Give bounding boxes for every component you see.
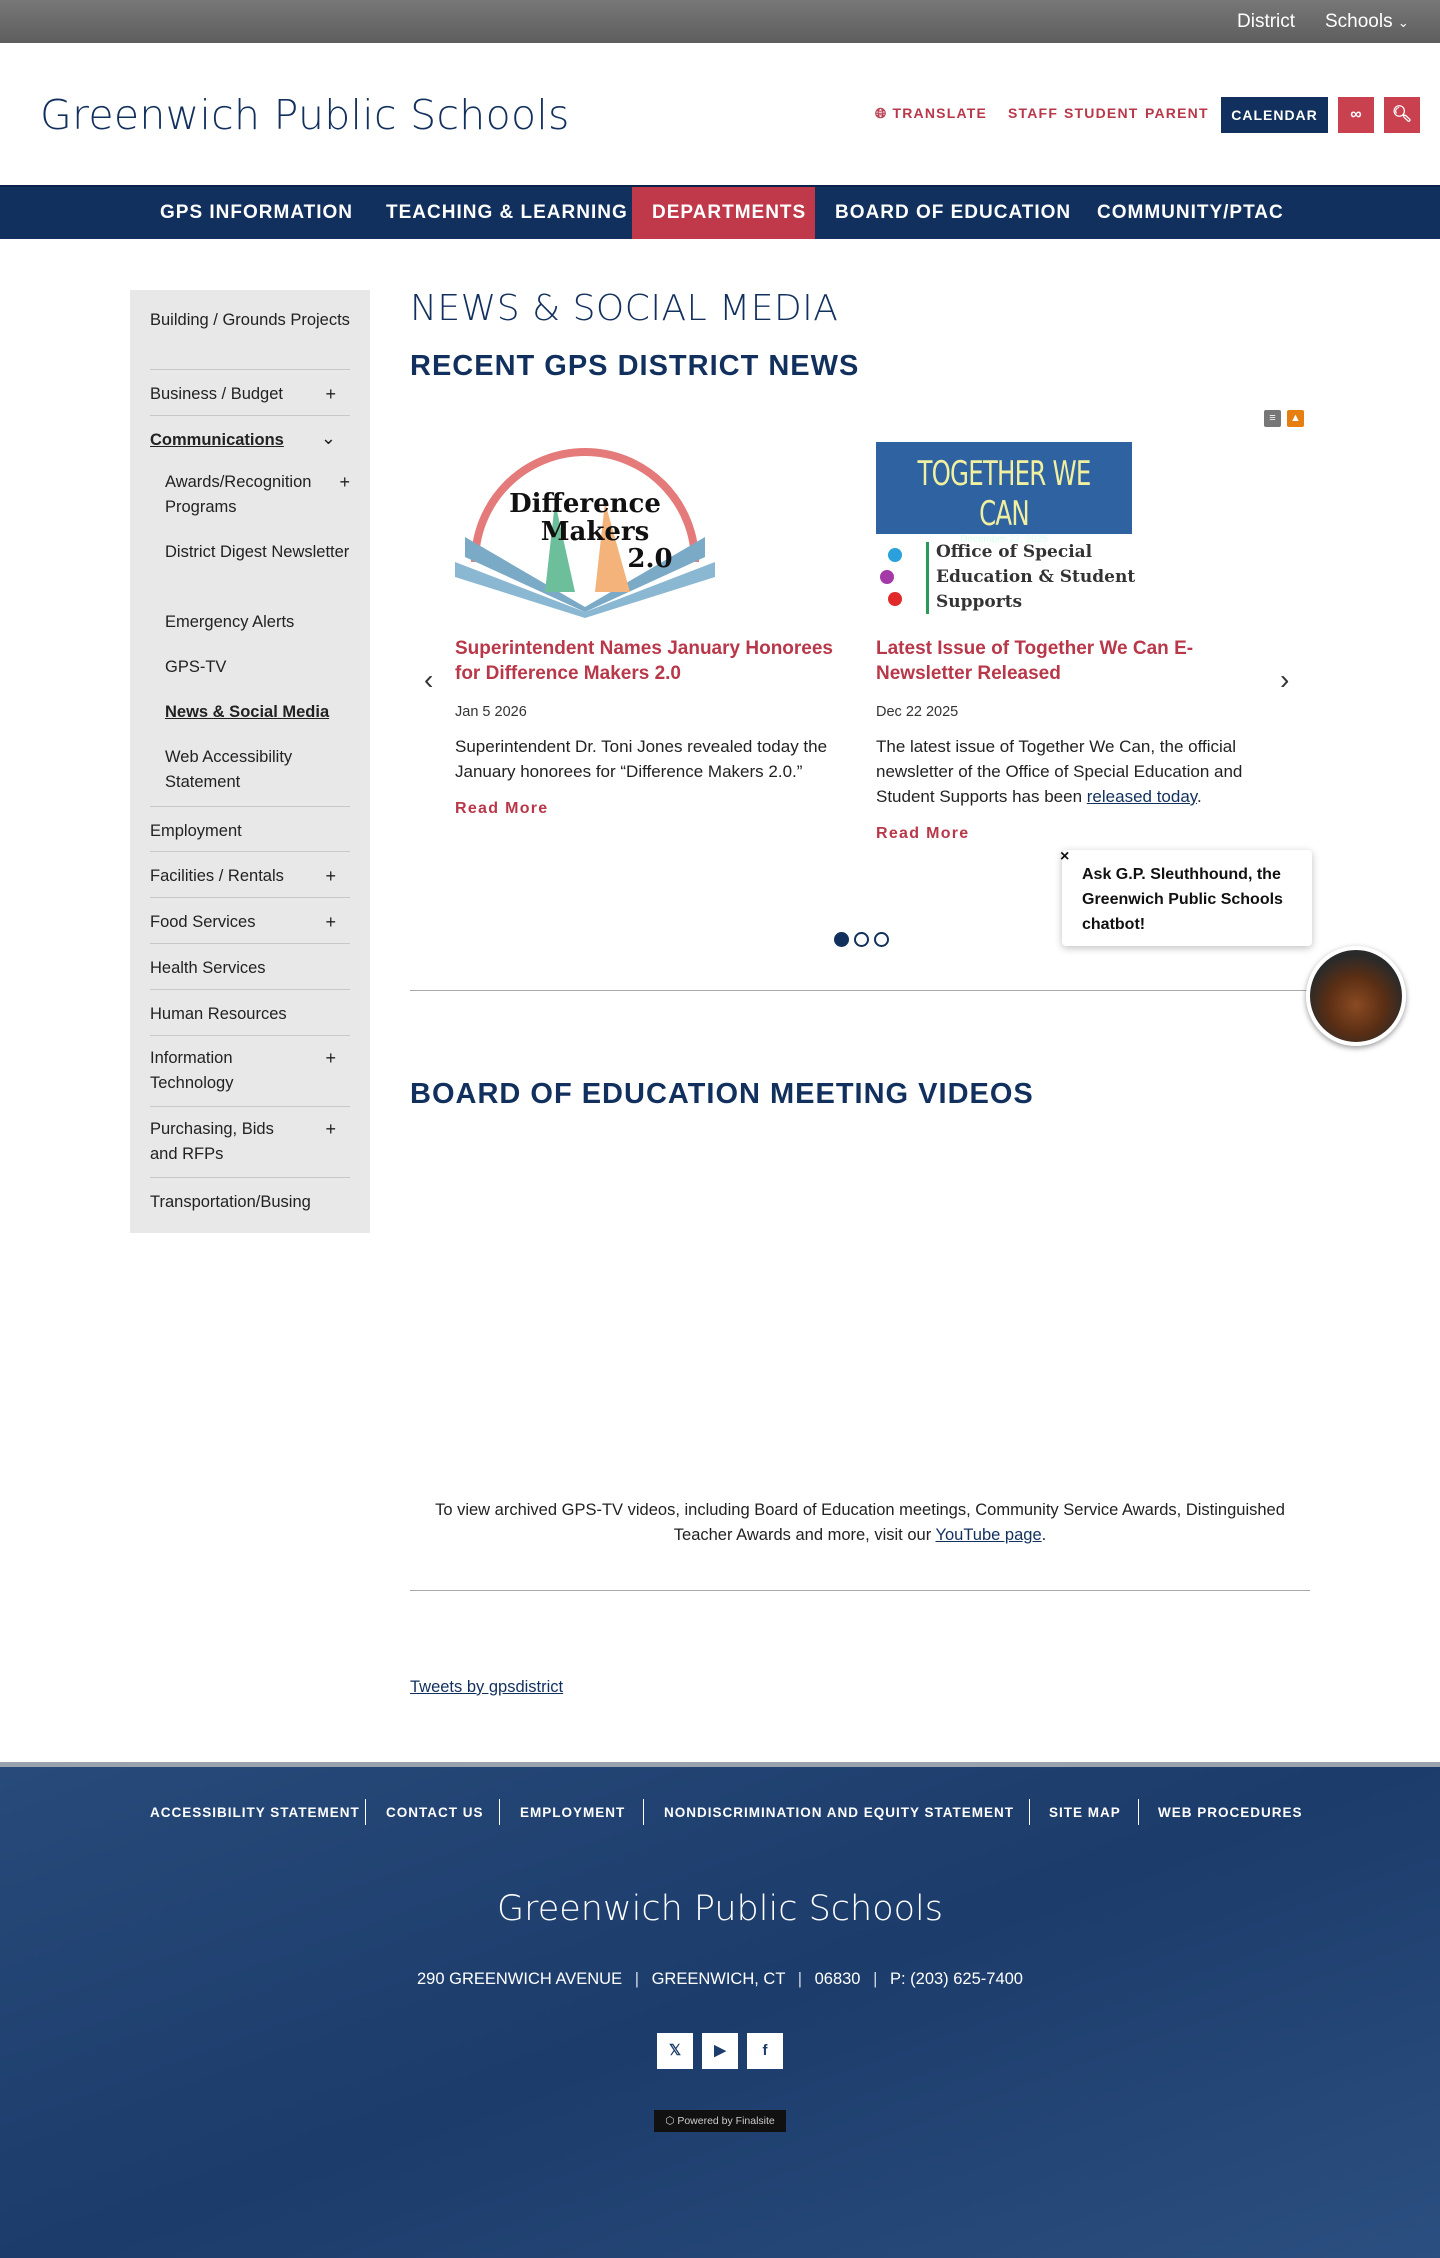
notification-bell-icon[interactable]: ▲ (1287, 410, 1304, 427)
nav-departments[interactable]: DEPARTMENTS (632, 187, 815, 239)
utility-bar (0, 0, 1440, 43)
sidebar-item-label: Building / Grounds Projects (150, 311, 350, 329)
footer-link-nondiscrimination[interactable]: NONDISCRIMINATION AND EQUITY STATEMENT (664, 1805, 1014, 1820)
sidebar-item-label: Information Technology (150, 1049, 234, 1092)
news-headline[interactable]: Superintendent Names January Honorees for Difference Makers 2.0 (455, 638, 833, 684)
carousel-prev-arrow[interactable]: ‹ (424, 664, 434, 695)
archive-end: . (1041, 1526, 1047, 1544)
nav-teaching-learning[interactable]: TEACHING & LEARNING (386, 202, 628, 223)
videos-heading: BOARD OF EDUCATION MEETING VIDEOS (410, 1078, 1034, 1110)
sidebar-item-emergency-alerts[interactable] (165, 610, 350, 635)
footer-title: Greenwich Public Schools (496, 1889, 944, 1929)
news-date: Jan 5 2026 (455, 704, 527, 720)
footer-link-contact[interactable]: CONTACT US (386, 1805, 484, 1820)
globe-icon: 🌐︎ (875, 105, 888, 121)
expand-icon[interactable]: + (325, 866, 336, 886)
news-card (455, 442, 845, 818)
sidebar-item-news-social[interactable] (165, 700, 350, 725)
main-nav (0, 185, 1440, 239)
nav-gps-information[interactable]: GPS INFORMATION (160, 202, 354, 223)
sidebar-item-business[interactable] (150, 370, 350, 416)
staff-link[interactable]: STAFF (1008, 105, 1059, 121)
collapse-icon[interactable]: ⌄ (320, 428, 336, 448)
logo-text: Difference (509, 489, 661, 519)
schools-dropdown[interactable] (1325, 11, 1409, 33)
chatbot-message: Ask G.P. Sleuthhound, the Greenwich Public Schools chatbot! (1082, 866, 1283, 933)
expand-icon[interactable]: + (325, 912, 336, 932)
together-we-can-image[interactable] (876, 442, 1286, 618)
link-icon: ∞ (1350, 106, 1362, 123)
news-date: Dec 22 2025 (876, 704, 959, 720)
district-link[interactable]: District (1237, 11, 1296, 32)
sidebar-item-label: Food Services (150, 913, 256, 931)
translate-label: TRANSLATE (892, 105, 988, 121)
divider (1029, 1799, 1030, 1825)
parent-link[interactable]: PARENT (1145, 105, 1209, 121)
expand-icon[interactable]: + (325, 1048, 336, 1068)
summary-end: . (1197, 787, 1202, 806)
expand-icon[interactable]: + (325, 1119, 336, 1139)
carousel-dot[interactable] (854, 932, 869, 947)
svg-text:2.0: 2.0 (627, 544, 673, 574)
chevron-down-icon: ⌄ (1397, 15, 1409, 30)
carousel-next-arrow[interactable]: › (1280, 664, 1290, 695)
sidebar-item-label: Awards/Recognition Programs (165, 473, 312, 516)
sidebar (130, 290, 370, 1233)
sidebar-item-employment[interactable] (150, 806, 350, 852)
youtube-icon[interactable]: ▶ (702, 2033, 738, 2069)
chatbot-avatar[interactable] (1306, 946, 1406, 1046)
calendar-button[interactable]: CALENDAR (1221, 97, 1328, 133)
sidebar-item-label: GPS-TV (165, 658, 227, 676)
close-icon[interactable]: × (1060, 848, 1070, 865)
sidebar-item-information-technology[interactable] (150, 1036, 350, 1107)
street-address: 290 GREENWICH AVENUE (417, 1970, 623, 1988)
released-today-link[interactable]: released today (1086, 787, 1198, 806)
footer-link-site-map[interactable]: SITE MAP (1049, 1805, 1121, 1820)
divider (410, 1590, 1310, 1591)
youtube-page-link[interactable]: YouTube page (935, 1526, 1042, 1544)
office-logo (876, 534, 1156, 618)
twitter-icon[interactable]: 𝕏 (657, 2033, 693, 2069)
sidebar-item-health-services[interactable] (150, 944, 350, 990)
sidebar-item-transportation[interactable] (150, 1178, 350, 1224)
sidebar-item-communications[interactable] (150, 416, 350, 462)
powered-by-finalsite-badge[interactable] (654, 2110, 786, 2132)
page-title: NEWS & SOCIAL MEDIA (410, 288, 839, 329)
quick-links-button[interactable] (1338, 97, 1374, 133)
sidebar-item-purchasing[interactable] (150, 1107, 350, 1178)
divider (410, 990, 1310, 991)
recent-news-heading: RECENT GPS DISTRICT NEWS (410, 350, 860, 382)
news-headline[interactable]: Latest Issue of Together We Can E-Newsletter Released (876, 638, 1194, 684)
divider (365, 1799, 366, 1825)
chatbot-tooltip[interactable] (1062, 850, 1312, 946)
divider (1138, 1799, 1139, 1825)
phone-number[interactable]: P: (203) 625-7400 (889, 1970, 1023, 1988)
sidebar-item-label: Emergency Alerts (165, 613, 295, 631)
schools-label: Schools (1325, 11, 1393, 32)
sidebar-item-label: News & Social Media (165, 703, 330, 721)
carousel-dot-active[interactable] (834, 932, 849, 947)
sidebar-item-building[interactable] (150, 308, 350, 370)
newsletter-banner (876, 442, 1132, 545)
student-link[interactable]: STUDENT (1064, 105, 1139, 121)
news-summary: Superintendent Dr. Toni Jones revealed today the January honorees for “Difference Makers 2.0.” (455, 737, 828, 781)
sidebar-item-food-services[interactable] (150, 898, 350, 944)
banner-title: TOGETHER WE CAN (917, 454, 1091, 534)
divider (499, 1799, 500, 1825)
read-more-link[interactable]: Read More (876, 825, 970, 842)
site-header (0, 43, 1440, 185)
summary-text: The latest issue of Together We Can, the official newsletter of the Office of Special Education and Student Supports has been (876, 737, 1243, 806)
sidebar-item-web-accessibility[interactable] (165, 745, 350, 795)
sidebar-item-label: Communications (150, 431, 284, 449)
sidebar-item-awards[interactable] (165, 470, 350, 520)
tweets-link[interactable]: Tweets by gpsdistrict (410, 1678, 564, 1696)
sidebar-item-facilities[interactable] (150, 852, 350, 898)
rss-icon[interactable]: ≡ (1264, 410, 1281, 427)
zip-code: 06830 (814, 1970, 861, 1988)
expand-icon[interactable]: + (325, 384, 336, 404)
difference-makers-image[interactable] (455, 442, 845, 618)
footer-link-accessibility[interactable]: ACCESSIBILITY STATEMENT (150, 1805, 360, 1820)
sidebar-item-label: Employment (150, 822, 242, 840)
archive-description: To view archived GPS-TV videos, including Board of Education meetings, Community Service Awards, Distinguished Teacher Awards and more, visit our (435, 1501, 1285, 1544)
sidebar-item-label: District Digest Newsletter (165, 543, 350, 561)
sidebar-item-label: Health Services (150, 959, 266, 977)
nav-community-ptac[interactable]: COMMUNITY/PTAC (1097, 202, 1284, 223)
expand-icon[interactable]: + (339, 472, 350, 492)
translate-button[interactable] (875, 105, 987, 122)
banner-date: December 22, 2025 (960, 534, 1048, 545)
city-state: GREENWICH, CT (651, 1970, 786, 1988)
sidebar-item-gps-tv[interactable] (165, 655, 350, 680)
footer-link-web-procedures[interactable]: WEB PROCEDURES (1158, 1805, 1303, 1820)
read-more-link[interactable]: Read More (455, 800, 549, 817)
facebook-icon[interactable]: f (747, 2033, 783, 2069)
footer-address: 290 GREENWICH AVENUE | GREENWICH, CT | 06830 | P: (203) 625-7400 (417, 1970, 1023, 1988)
finalsite-icon: ⬡ (665, 2115, 675, 2127)
footer (0, 1762, 1440, 2258)
search-button[interactable] (1384, 97, 1420, 133)
carousel-dot[interactable] (874, 932, 889, 947)
archive-text (410, 1498, 1310, 1548)
svg-text:Makers: Makers (540, 517, 650, 547)
search-icon: 🔍︎ (1391, 106, 1413, 123)
sidebar-item-district-digest[interactable] (165, 540, 350, 565)
site-title[interactable]: Greenwich Public Schools (40, 91, 570, 139)
divider (643, 1799, 644, 1825)
sidebar-item-label: Human Resources (150, 1005, 287, 1023)
sidebar-item-label: Purchasing, Bids and RFPs (150, 1120, 274, 1163)
sidebar-item-label: Transportation/Busing (150, 1193, 311, 1211)
office-name: Office of Special Education & Student Supports (936, 542, 1136, 612)
sidebar-item-label: Web Accessibility Statement (165, 748, 293, 791)
sidebar-item-human-resources[interactable] (150, 990, 350, 1036)
sidebar-item-label: Facilities / Rentals (150, 867, 284, 885)
sidebar-item-label: Business / Budget (150, 385, 283, 403)
powered-by-text: Powered by Finalsite (677, 2115, 775, 2127)
nav-board-of-education[interactable]: BOARD OF EDUCATION (835, 202, 1072, 223)
news-summary (876, 734, 1286, 809)
footer-link-employment[interactable]: EMPLOYMENT (520, 1805, 626, 1820)
news-card (876, 442, 1286, 843)
